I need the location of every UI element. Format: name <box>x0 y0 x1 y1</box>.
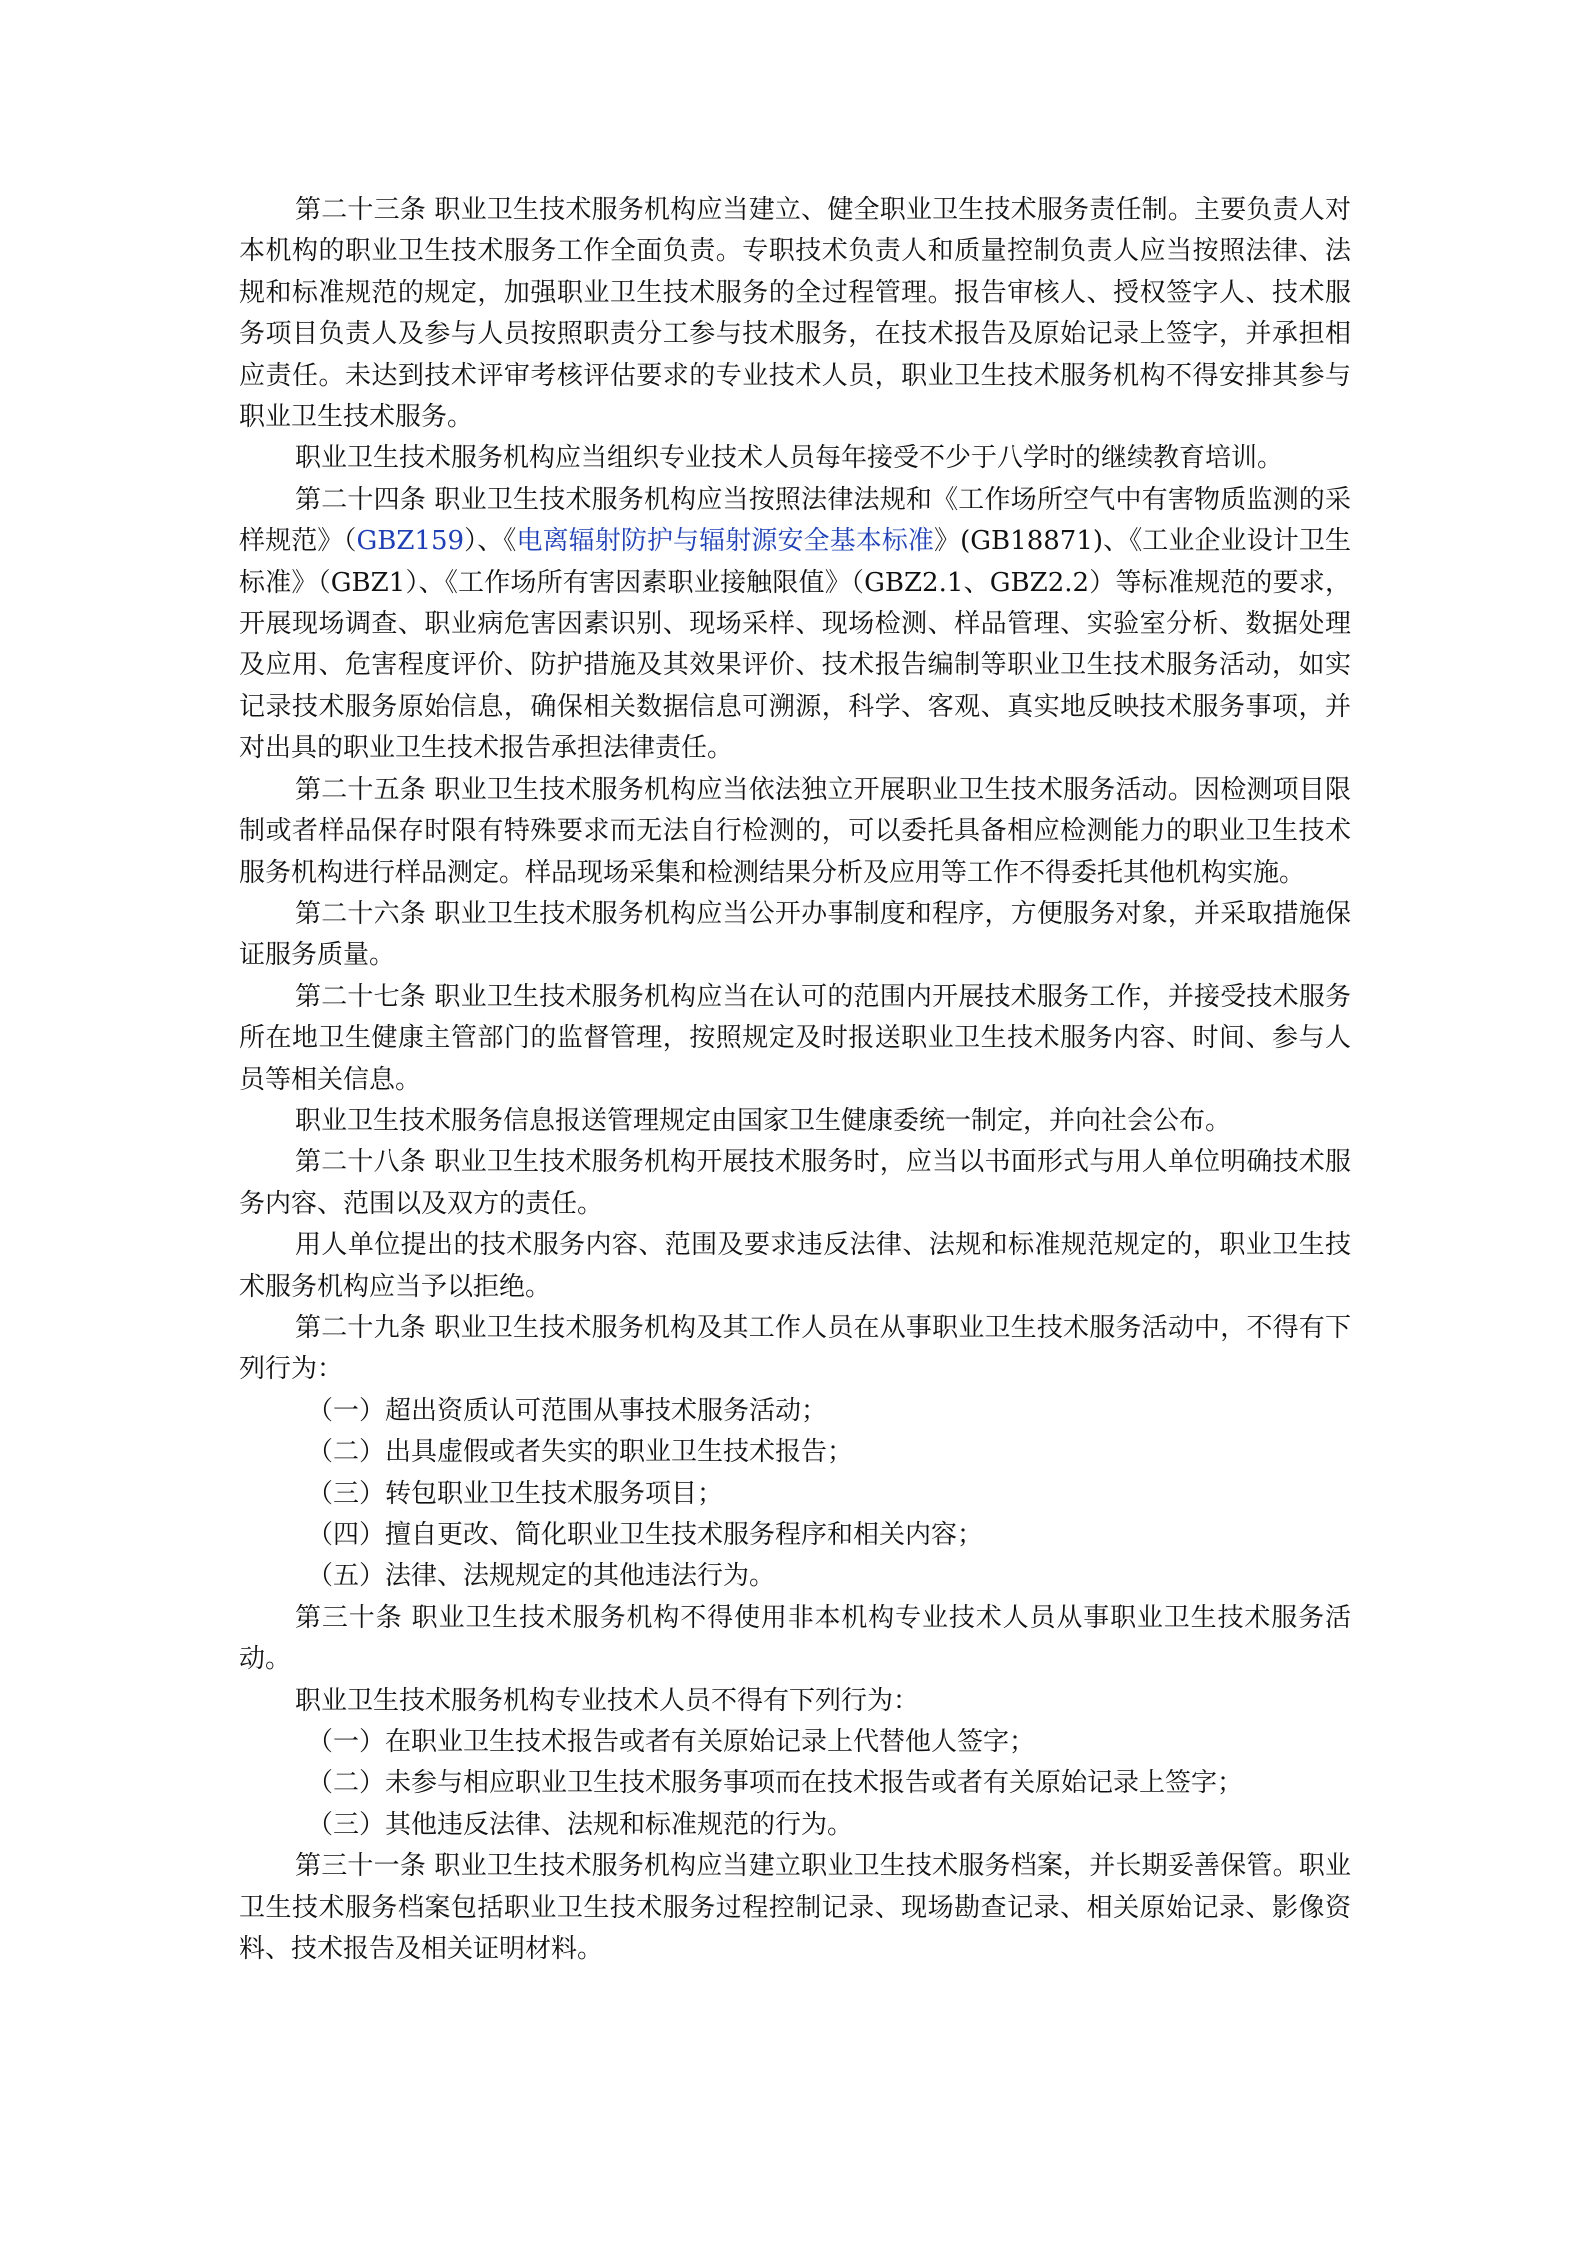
article-24-text-1: 第二十四条 职业卫生技术服务机构应当按照法律法规和《工作场所空气中有害物质监测的采样规范》（ <box>239 484 1351 557</box>
article-30-item-2: （二）未参与相应职业卫生技术服务事项而在技术报告或者有关原始记录上签字； <box>307 1768 1244 1799</box>
article-24 <box>239 480 1351 770</box>
article-30-item-1: （一）在职业卫生技术报告或者有关原始记录上代替他人签字； <box>307 1727 1036 1758</box>
article-24-text-3: 》(GB18871)、《工业企业设计卫生标准》（GBZ1）、《工作场所有害因素职业接触限值》（GBZ2.1、GBZ2.2）等标准规范的要求，开展现场调查、职业病危害因素识别、现场采样、现场检测、样品管理、实验室分析、数据处理及应用、危害程度评价、防护措施及其效果评价、技术报告编制等职业卫生技术服务活动，如实记录技术服务原始信息，确保相关数据信息可溯源，科学、客观、真实地反映技术服务事项，并对出具的职业卫生技术报告承担法律责任。 <box>239 526 1351 764</box>
article-29-item-4: （四）擅自更改、简化职业卫生技术服务程序和相关内容； <box>307 1520 984 1550</box>
article-30: 第三十条 职业卫生技术服务机构不得使用非本机构专业技术人员从事职业卫生技术服务活动。 <box>239 1602 1351 1675</box>
article-25: 第二十五条 职业卫生技术服务机构应当依法独立开展职业卫生技术服务活动。因检测项目限制或者样品保存时限有特殊要求而无法自行检测的，可以委托具备相应检测能力的职业卫生技术服务机构进行样品测定。样品现场采集和检测结果分析及应用等工作不得委托其他机构实施。 <box>239 774 1351 888</box>
article-27-rule: 职业卫生技术服务信息报送管理规定由国家卫生健康委统一制定，并向社会公布。 <box>295 1105 1232 1136</box>
article-29-item-2: （二）出具虚假或者失实的职业卫生技术报告； <box>307 1437 854 1468</box>
article-27: 第二十七条 职业卫生技术服务机构应当在认可的范围内开展技术服务工作，并接受技术服务所在地卫生健康主管部门的监督管理，按照规定及时报送职业卫生技术服务内容、时间、参与人员等相关信息。 <box>239 981 1351 1095</box>
article-26: 第二十六条 职业卫生技术服务机构应当公开办事制度和程序，方便服务对象，并采取措施保证服务质量。 <box>239 898 1351 971</box>
article-29-item-1: （一）超出资质认可范围从事技术服务活动； <box>307 1395 828 1426</box>
article-30-staff: 职业卫生技术服务机构专业技术人员不得有下列行为： <box>295 1685 920 1716</box>
gbz159-link[interactable]: GBZ159 <box>356 526 465 557</box>
radiation-standard-link[interactable]: 电离辐射防护与辐射源安全基本标准 <box>516 526 935 557</box>
document-body <box>239 190 1351 1970</box>
article-28-refuse: 用人单位提出的技术服务内容、范围及要求违反法律、法规和标准规范规定的，职业卫生技术服务机构应当予以拒绝。 <box>239 1230 1351 1302</box>
article-28: 第二十八条 职业卫生技术服务机构开展技术服务时，应当以书面形式与用人单位明确技术服务内容、范围以及双方的责任。 <box>239 1147 1351 1219</box>
article-29: 第二十九条 职业卫生技术服务机构及其工作人员在从事职业卫生技术服务活动中，不得有下列行为： <box>239 1312 1351 1385</box>
article-29-item-5: （五）法律、法规规定的其他违法行为。 <box>307 1561 776 1592</box>
article-23: 第二十三条 职业卫生技术服务机构应当建立、健全职业卫生技术服务责任制。主要负责人对本机构的职业卫生技术服务工作全面负责。专职技术负责人和质量控制负责人应当按照法律、法规和标准规范的规定，加强职业卫生技术服务的全过程管理。报告审核人、授权签字人、技术服务项目负责人及参与人员按照职责分工参与技术服务，在技术报告及原始记录上签字，并承担相应责任。未达到技术评审考核评估要求的专业技术人员，职业卫生技术服务机构不得安排其参与职业卫生技术服务。 <box>239 195 1351 433</box>
article-24-text-2: ）、《 <box>464 526 517 557</box>
article-31: 第三十一条 职业卫生技术服务机构应当建立职业卫生技术服务档案，并长期妥善保管。职业卫生技术服务档案包括职业卫生技术服务过程控制记录、现场勘查记录、相关原始记录、影像资料、技术报告及相关证明材料。 <box>239 1851 1351 1965</box>
article-29-item-3: （三）转包职业卫生技术服务项目； <box>307 1478 724 1509</box>
article-23-training: 职业卫生技术服务机构应当组织专业技术人员每年接受不少于八学时的继续教育培训。 <box>295 443 1284 474</box>
article-30-item-3: （三）其他违反法律、法规和标准规范的行为。 <box>307 1809 854 1840</box>
